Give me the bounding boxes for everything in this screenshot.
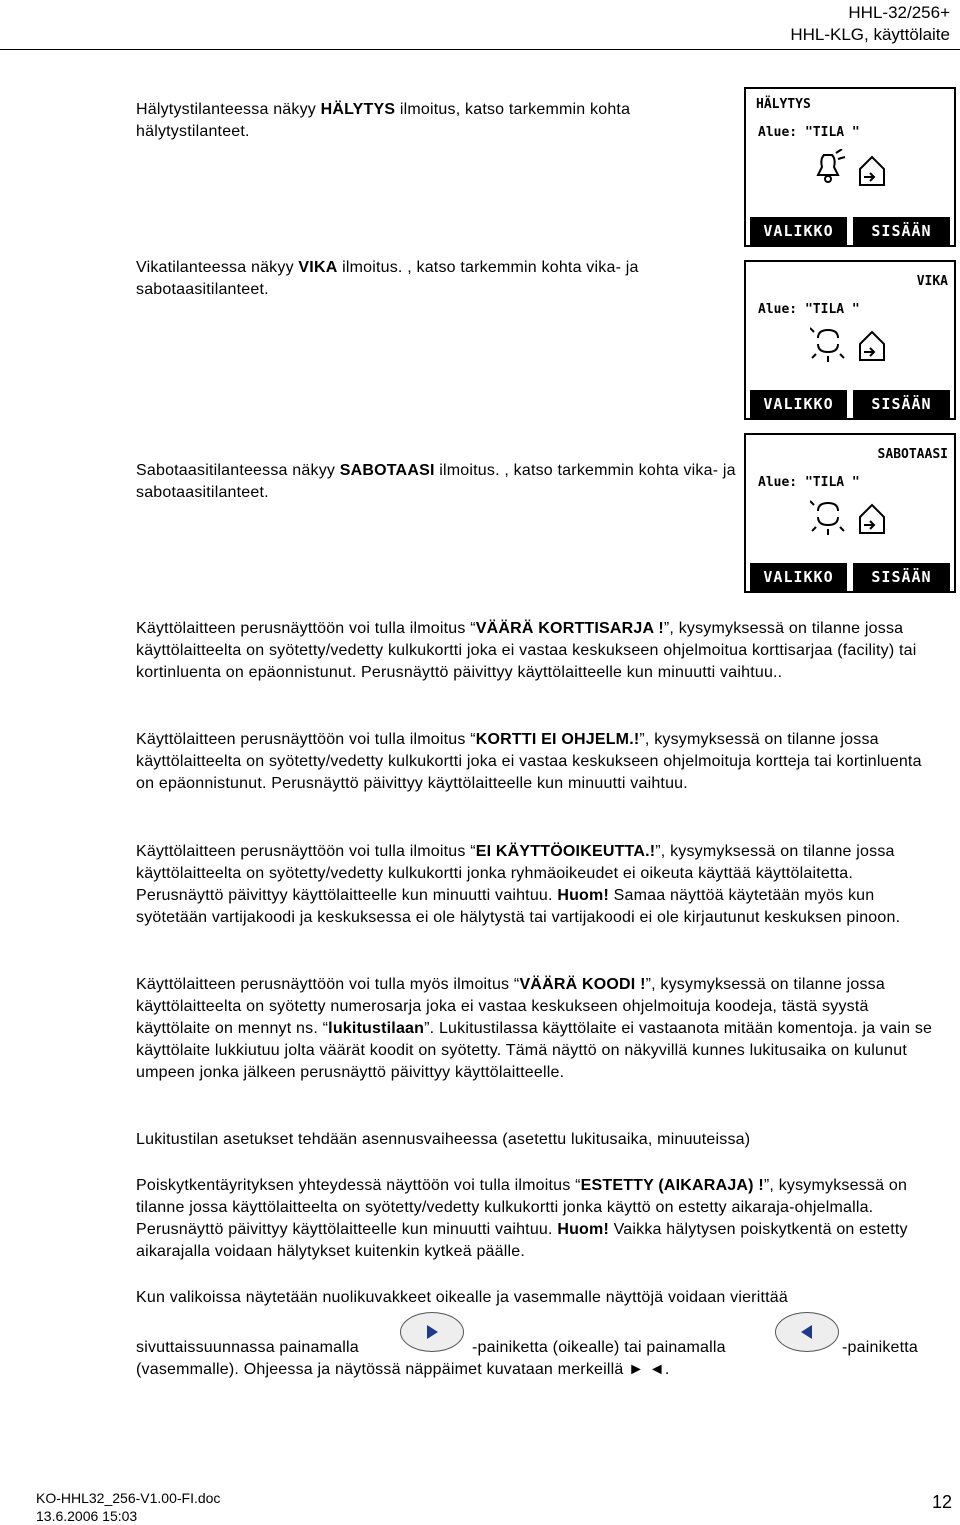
page-number: 12: [931, 1492, 952, 1512]
screen-area: Alue: "TILA ": [758, 475, 860, 490]
text-run: Vikatilanteessa näkyy: [136, 259, 299, 276]
right-arrow-button[interactable]: [400, 1312, 464, 1352]
text-bold: lukitustilaan: [328, 1020, 425, 1037]
text-bold: HÄLYTYS: [320, 101, 396, 118]
text-run: ”, kysymyksessä on tilanne jossa käyttölaitteelta on syötetty/vedetty kulkukortti jonka käyttö on estetty aikaraja-ohjelmalla. Perusnäyttö päivittyy käyttölaitteelle kun minuutti vaihtuu.: [136, 1177, 908, 1238]
text-run: ”, kysymyksessä on tilanne jossa käyttölaitteelta on syötetty/vedetty kulkukortti joka ei vastaa keskukseen ohjelmoituja kortteja tai kortinluenta on epäonnistunut. Perusnäyttö päivittyy käyttölaitteelle kun minuutti vaihtuu.: [136, 731, 922, 792]
text-run: ”, kysymyksessä on tilanne jossa käyttölaitteelta on syötetty/vedetty kulkukortti jonka ryhmäoikeudet ei oikeuta käyttää käyttölaitetta. Perusnäyttö päivittyy käyttölaitteelle kun minuutti vaihtuu.: [136, 843, 895, 904]
text-run: ilmoitus, katso tarkemmin kohta hälytystilanteet.: [136, 101, 631, 140]
fault-screen: [744, 260, 956, 420]
bell-house-icon: [810, 149, 890, 189]
screen-area: Alue: "TILA ": [758, 302, 860, 317]
wrong-cardset-paragraph: [136, 618, 936, 684]
text-bold: ESTETTY (AIKARAJA) !: [580, 1177, 764, 1194]
text-run: Hälytystilanteessa näkyy: [136, 101, 321, 118]
text-bold: KORTTI EI OHJELM.!: [475, 731, 640, 748]
page-footer: [36, 1489, 220, 1525]
page-header: [790, 2, 950, 46]
screen-area: Alue: "TILA ": [758, 125, 860, 140]
doc-subtitle: HHL-KLG, käyttölaite: [790, 25, 950, 44]
lock-settings-paragraph: [136, 1129, 936, 1151]
softkey-bar: [746, 390, 954, 418]
text-bold: VÄÄRÄ KOODI !: [519, 976, 646, 993]
alarm-paragraph: [136, 99, 746, 143]
text-run: ”, kysymyksessä on tilanne jossa käyttölaitteelta on syötetty/vedetty kulkukortti joka ei vastaa keskukseen ohjelmoitua korttisarjaa (facility) tai kortinluenta on epäonnistunut. Perusnäyttö päivittyy käyttölaitteelle kun minuutti vaihtuu..: [136, 620, 917, 681]
tamper-paragraph: [136, 460, 746, 504]
text-run: Käyttölaitteen perusnäyttöön voi tulla ilmoitus “: [136, 731, 476, 748]
enter-softkey[interactable]: SISÄÄN: [853, 217, 950, 245]
left-arrow-button[interactable]: [775, 1312, 839, 1352]
doc-code: HHL-32/256+: [848, 3, 950, 22]
text-run: ”. Lukitustilassa käyttölaite ei vastaanota mitään komentoja. ja vain se käyttölaite lukkiutuu jolta väärät koodit on syötetty. Tämä näyttö on näkyvillä kunnes lukitusaika on kulunut umpeen jonka jälkeen perusnäyttö päivittyy käyttölaitteelle.: [136, 1020, 933, 1081]
time-limit-paragraph: [136, 1175, 936, 1263]
fault-paragraph: [136, 257, 746, 301]
text-bold: Huom!: [557, 1221, 609, 1238]
card-not-programmed-paragraph: [136, 729, 936, 795]
text-bold: VIKA: [298, 259, 338, 276]
text-run: Lukitustilan asetukset tehdään asennusvaiheessa (asetettu lukitusaika, minuuteissa): [136, 1131, 751, 1148]
screen-title: VIKA: [916, 274, 948, 289]
text-run: Kun valikoissa näytetään nuolikuvakkeet oikealle ja vasemmalle näyttöjä voidaan vierittää: [136, 1289, 788, 1306]
wrong-code-paragraph: [136, 974, 936, 1084]
text-bold: VÄÄRÄ KORTTISARJA !: [475, 620, 664, 637]
enter-softkey[interactable]: SISÄÄN: [853, 390, 950, 418]
enter-softkey[interactable]: SISÄÄN: [853, 563, 950, 591]
menu-softkey[interactable]: VALIKKO: [750, 217, 847, 245]
no-access-paragraph: [136, 841, 936, 929]
header-divider: [0, 49, 960, 50]
screen-title: HÄLYTYS: [756, 97, 811, 112]
fault-house-icon: [810, 324, 890, 364]
text-run: ”, kysymyksessä on tilanne jossa käyttölaitteelta on syötetty numerosarja joka ei vastaa keskukseen ohjelmoituja koodeja, tästä syystä käyttölaite on mennyt ns. “: [136, 976, 885, 1037]
text-run: Käyttölaitteen perusnäyttöön voi tulla ilmoitus “: [136, 620, 476, 637]
softkey-bar: [746, 563, 954, 591]
text-bold: Huom!: [557, 887, 609, 904]
softkey-bar: [746, 217, 954, 245]
alarm-screen: [744, 87, 956, 247]
tamper-screen: [744, 433, 956, 593]
text-run: Sabotaasitilanteessa näkyy: [136, 462, 340, 479]
footer-date: 13.6.2006 15:03: [36, 1508, 138, 1524]
text-bold: EI KÄYTTÖOIKEUTTA.!: [475, 843, 656, 860]
scroll-text-3: -painiketta: [842, 1339, 919, 1356]
tamper-house-icon: [810, 497, 890, 537]
scroll-text-2: -painiketta (oikealle) tai painamalla: [472, 1339, 726, 1356]
text-bold: SABOTAASI: [339, 462, 435, 479]
menu-softkey[interactable]: VALIKKO: [750, 390, 847, 418]
text-run: ilmoitus. , katso tarkemmin kohta vika- ja sabotaasitilanteet.: [136, 259, 639, 298]
right-arrow-icon: [424, 1324, 440, 1340]
text-run: ilmoitus. , katso tarkemmin kohta vika- ja sabotaasitilanteet.: [136, 462, 736, 501]
left-arrow-icon: [799, 1324, 815, 1340]
text-run: Poiskytkentäyrityksen yhteydessä näyttöön voi tulla ilmoitus “: [136, 1177, 581, 1194]
footer-filename: KO-HHL32_256-V1.00-FI.doc: [36, 1490, 221, 1506]
scroll-text-4: (vasemmalle). Ohjeessa ja näytössä näppäimet kuvataan merkeillä ► ◄.: [136, 1361, 670, 1378]
text-run: Samaa näyttöä käytetään myös kun syötetään vartijakoodi ja keskuksessa ei ole hälytystä tai vartijakoodi ei ole kirjautunut keskuksen pinoon.: [136, 887, 901, 926]
menu-softkey[interactable]: VALIKKO: [750, 563, 847, 591]
screen-title: SABOTAASI: [877, 447, 948, 462]
text-run: Vaikka hälytysen poiskytkentä on estetty aikarajalla voidaan hälytykset kuitenkin kytkeä päälle.: [136, 1221, 908, 1260]
scroll-text-1: sivuttaissuunnassa painamalla: [136, 1339, 359, 1356]
text-run: Käyttölaitteen perusnäyttöön voi tulla myös ilmoitus “: [136, 976, 520, 993]
scroll-paragraph: [136, 1287, 936, 1309]
text-run: Käyttölaitteen perusnäyttöön voi tulla ilmoitus “: [136, 843, 476, 860]
